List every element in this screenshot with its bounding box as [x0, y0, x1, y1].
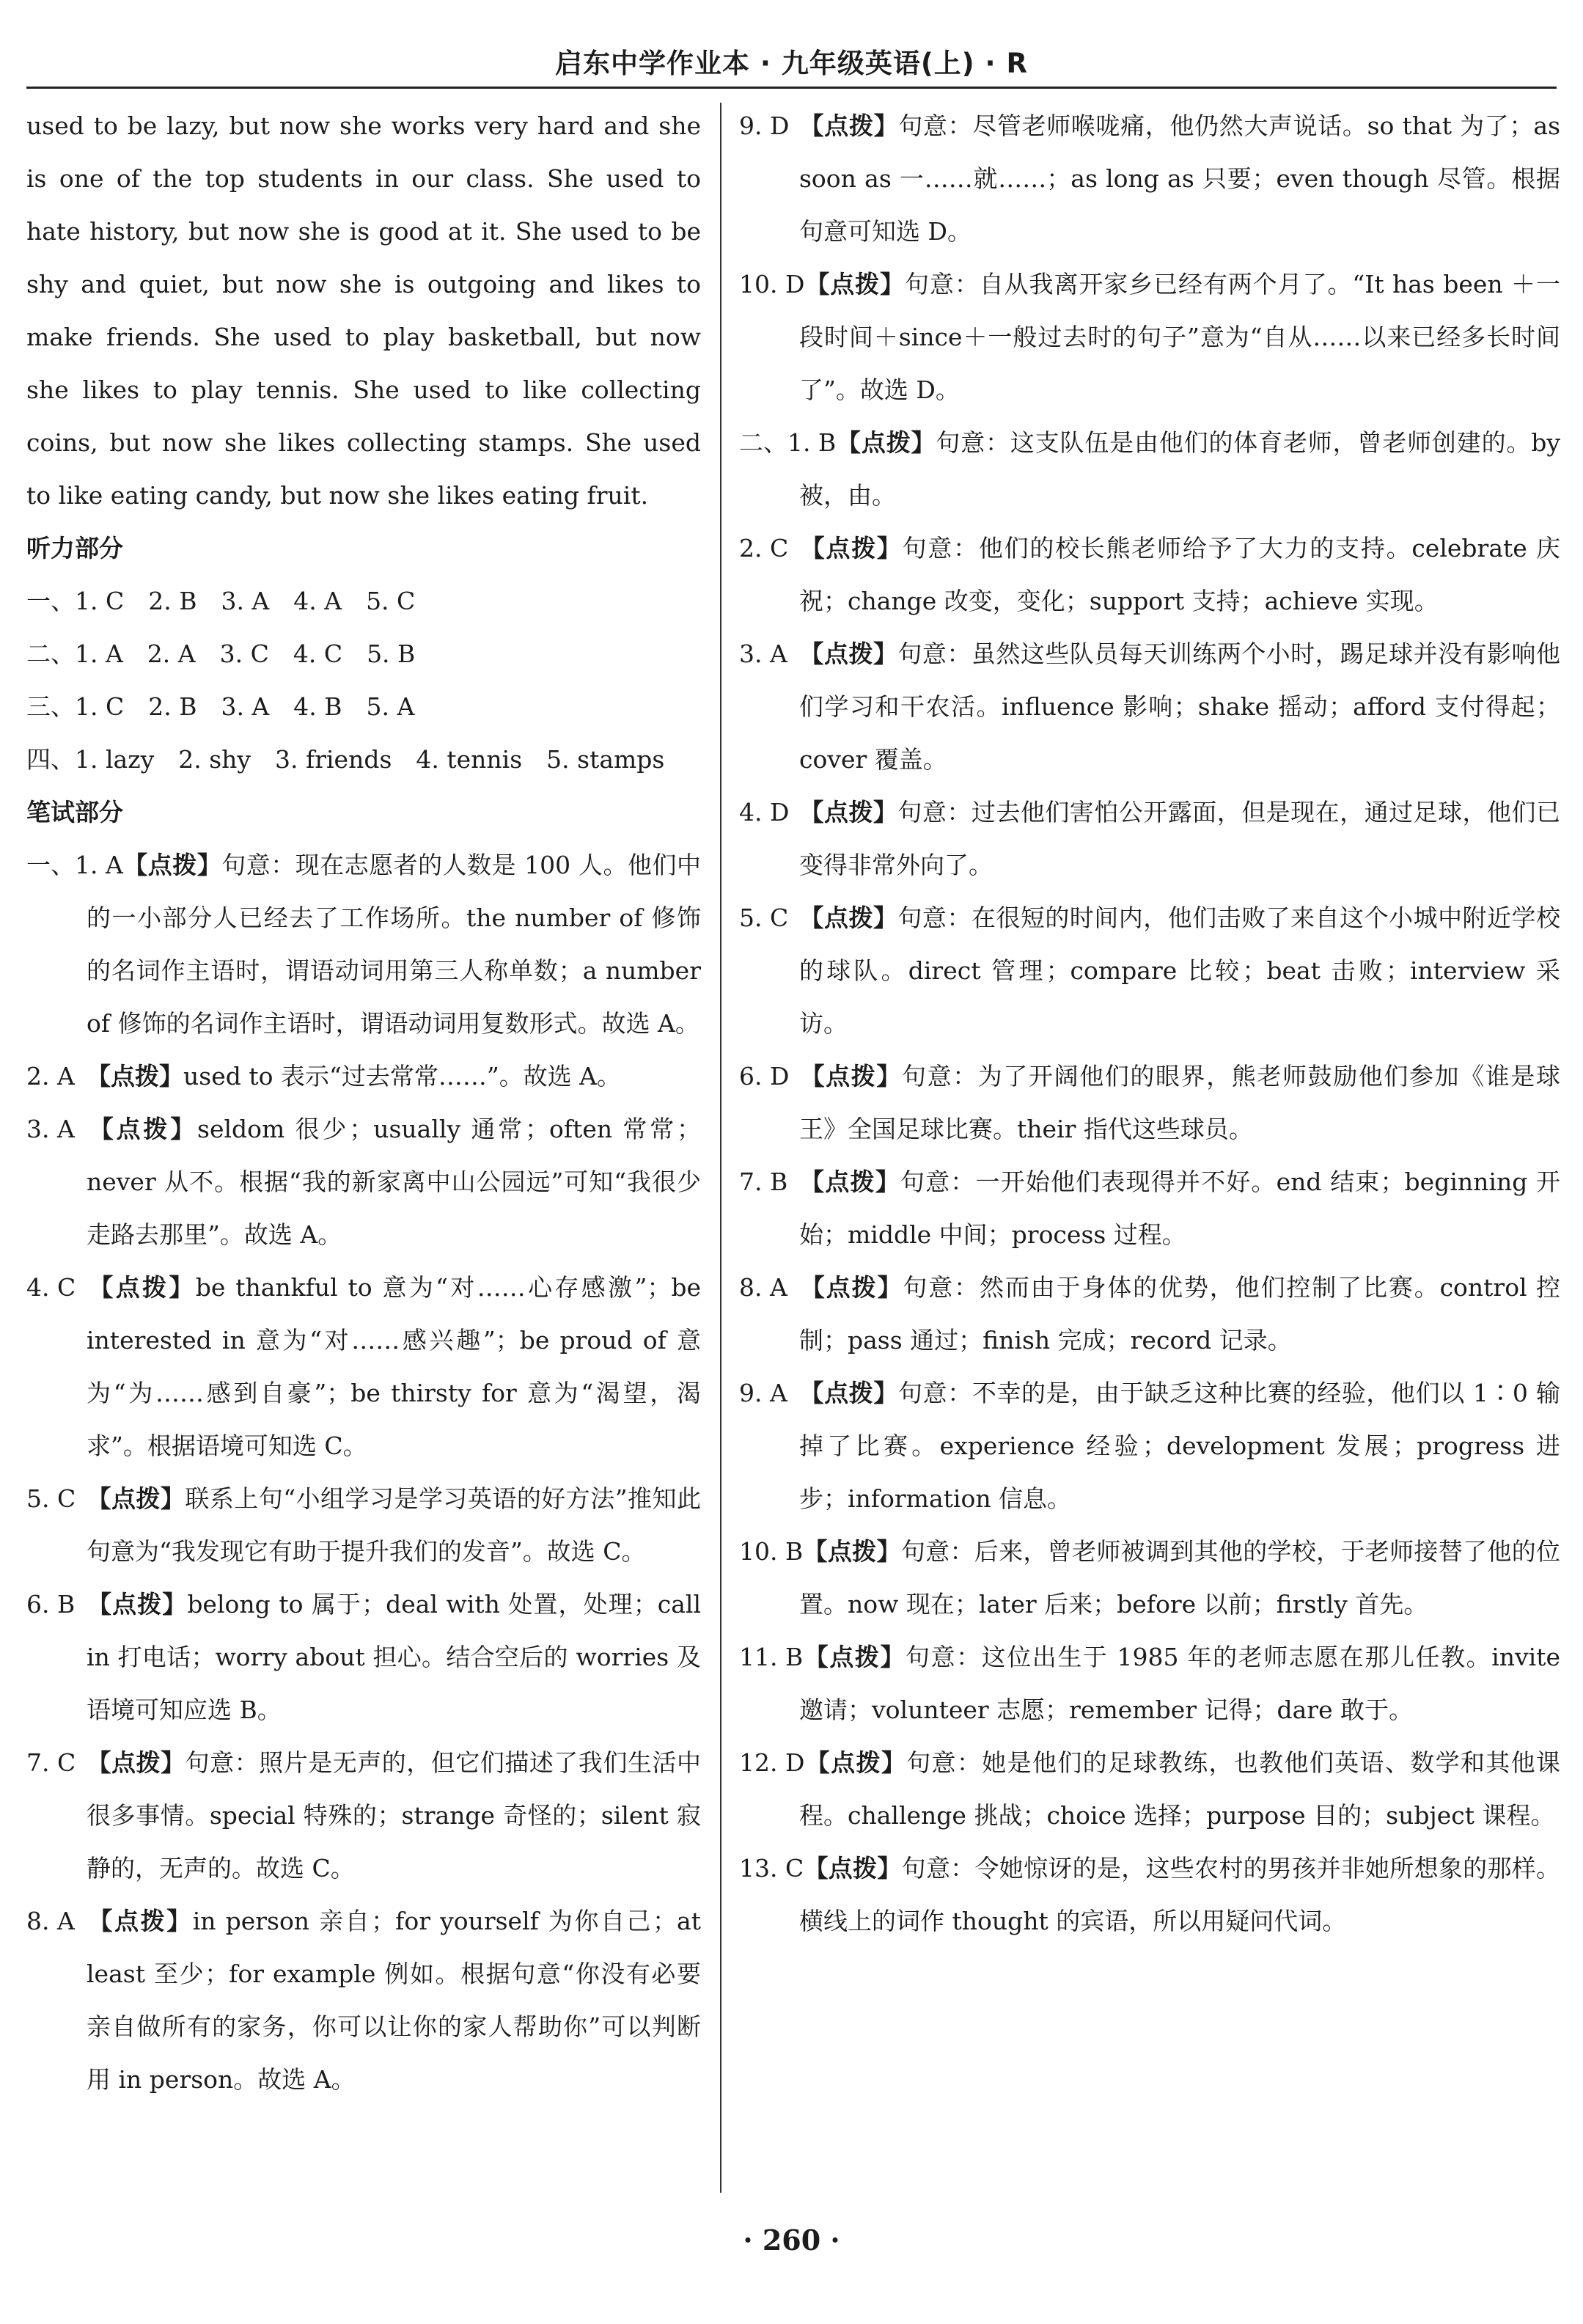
answer-explanation: be thankful to 意为“对……心存感激”；be interested in 意为“对……感兴趣”；be proud of 意为“为……感到自豪”；be thirsty for 意为“渴望，渴求”。根据语境可知选 C。	[87, 1273, 701, 1460]
answer-item	[739, 1367, 1560, 1525]
answer-explanation: 句意：这支队伍是由他们的体育老师，曾老师创建的。by 被，由。	[799, 428, 1560, 510]
right-column	[739, 100, 1560, 1948]
page-header: 启东中学作业本 · 九年级英语(上) · R	[555, 48, 1028, 79]
answer-explanation: belong to 属于；deal with 处置，处理；call in 打电话；worry about 担心。结合空后的 worries 及语境可知应选 B。	[87, 1590, 701, 1724]
answer-item	[739, 522, 1560, 628]
answer-number: 9. A	[739, 1379, 787, 1407]
answer-number: 12. D	[739, 1748, 805, 1777]
page-number: · 260 ·	[743, 2224, 840, 2257]
hint-tag: 【点拨】	[799, 798, 898, 826]
answer-item	[739, 1631, 1560, 1737]
listening-heading: 听力部分	[26, 534, 123, 562]
answer-number: 4. D	[739, 798, 790, 826]
answer-explanation: 句意：自从我离开家乡已经有两个月了。“It has been ＋一段时间＋since＋一般过去时的句子”意为“自从……以来已经多长时间了”。故选 D。	[799, 270, 1561, 404]
hint-tag: 【点拨】	[87, 1115, 198, 1143]
answer-item	[26, 1103, 701, 1261]
answer-item	[739, 892, 1560, 1050]
answer-item	[26, 1895, 701, 2106]
written-heading: 笔试部分	[26, 798, 123, 826]
answer-number: 5. C	[739, 903, 789, 932]
listening-answers-4: 四、1. lazy 2. shy 3. friends 4. tennis 5. stamps	[26, 745, 665, 774]
answer-item	[739, 258, 1560, 417]
answer-item	[739, 1525, 1560, 1631]
answer-item	[26, 839, 701, 1050]
answer-item	[739, 1842, 1560, 1948]
answer-explanation: 句意：后来，曾老师被调到其他的学校，于老师接替了他的位置。now 现在；later 后来；before 以前；firstly 首先。	[799, 1537, 1561, 1619]
answer-number: 9. D	[739, 111, 790, 140]
hint-tag: 【点拨】	[122, 851, 222, 879]
answer-number: 一、1. A	[26, 851, 123, 879]
hint-tag: 【点拨】	[803, 1643, 906, 1671]
answer-item	[739, 1050, 1560, 1156]
passage-continuation: used to be lazy, but now she works very hard and she is one of the top students in our class. She used to hate history, but now she is good at it. She used to be shy and quiet, but now she is outgoing and likes to make friends. She used to play basketball, but now she likes to play tennis. She used to like collecting coins, but now she likes collecting stamps. She used to like eating candy, but now she likes eating fruit.	[26, 111, 701, 510]
listening-answers-2: 二、1. A 2. A 3. C 4. C 5. B	[26, 639, 416, 668]
hint-tag: 【点拨】	[799, 1379, 899, 1407]
answer-item	[739, 786, 1560, 892]
left-column	[26, 100, 701, 2106]
hint-tag: 【点拨】	[799, 111, 899, 140]
hint-tag: 【点拨】	[836, 428, 936, 457]
answer-item	[739, 628, 1560, 786]
hint-tag: 【点拨】	[799, 534, 903, 562]
answer-explanation: 句意：不幸的是，由于缺乏这种比赛的经验，他们以 1∶0 输掉了比赛。experience 经验；development 发展；progress 进步；information 信息。	[799, 1379, 1560, 1513]
listening-answers-1: 一、1. C 2. B 3. A 4. A 5. C	[26, 587, 416, 615]
answer-item	[739, 100, 1560, 258]
answer-item	[739, 1261, 1560, 1367]
answer-number: 8. A	[26, 1907, 75, 1935]
answer-explanation: 句意：令她惊讶的是，这些农村的男孩并非她所想象的那样。横线上的词作 thought 的宾语，所以用疑问代词。	[799, 1854, 1561, 1935]
hint-tag: 【点拨】	[799, 1168, 900, 1196]
hint-tag: 【点拨】	[799, 1062, 902, 1090]
answer-explanation: 句意：在很短的时间内，他们击败了来自这个小城中附近学校的球队。direct 管理；compare 比较；beat 击败；interview 采访。	[799, 903, 1561, 1038]
hint-tag: 【点拨】	[799, 903, 898, 932]
answer-number: 8. A	[739, 1273, 787, 1302]
answer-number: 6. B	[26, 1590, 76, 1619]
hint-tag: 【点拨】	[87, 1062, 183, 1090]
hint-tag: 【点拨】	[87, 1484, 186, 1513]
answer-item	[26, 1737, 701, 1895]
answer-item	[26, 1578, 701, 1737]
hint-tag: 【点拨】	[803, 1537, 901, 1566]
hint-tag: 【点拨】	[87, 1748, 186, 1777]
answer-explanation: 句意：他们的校长熊老师给予了大力的支持。celebrate 庆祝；change 改变，变化；support 支持；achieve 实现。	[799, 534, 1561, 615]
answer-number: 2. A	[26, 1062, 75, 1090]
answer-explanation: 句意：过去他们害怕公开露面，但是现在，通过足球，他们已变得非常外向了。	[799, 798, 1561, 879]
hint-tag: 【点拨】	[799, 639, 898, 668]
column-divider	[720, 103, 721, 2193]
answer-explanation: 句意：照片是无声的，但它们描述了我们生活中很多事情。special 特殊的；strange 奇怪的；silent 寂静的，无声的。故选 C。	[87, 1748, 702, 1883]
answer-number: 10. B	[739, 1537, 804, 1566]
answer-explanation: 句意：然而由于身体的优势，他们控制了比赛。control 控制；pass 通过；finish 完成；record 记录。	[799, 1273, 1560, 1355]
answer-explanation: in person 亲自；for yourself 为你自己；at least 至少；for example 例如。根据句意“你没有必要亲自做所有的家务，你可以让你的家人帮助你”可以判断用 in person。故选 A。	[87, 1907, 701, 2094]
answer-explanation: 句意：为了开阔他们的眼界，熊老师鼓励他们参加《谁是球王》全国足球比赛。their 指代这些球员。	[799, 1062, 1561, 1143]
header-rule	[26, 87, 1557, 89]
answer-number: 11. B	[739, 1643, 804, 1671]
answer-number: 2. C	[739, 534, 789, 562]
answer-explanation: seldom 很少；usually 通常；often 常常；never 从不。根据“我的新家离中山公园远”可知“我很少走路去那里”。故选 A。	[87, 1115, 702, 1249]
answer-item	[739, 1737, 1560, 1842]
answer-number: 7. B	[739, 1168, 788, 1196]
hint-tag: 【点拨】	[87, 1273, 196, 1302]
answer-number: 3. A	[739, 639, 787, 668]
answer-item	[26, 1473, 701, 1578]
answer-item	[739, 1156, 1560, 1261]
answer-number: 10. D	[739, 270, 805, 298]
answer-number: 7. C	[26, 1748, 76, 1777]
answer-number: 5. C	[26, 1484, 76, 1513]
answer-item	[26, 1261, 701, 1473]
answer-number: 6. D	[739, 1062, 790, 1090]
answer-explanation: 句意：她是他们的足球教练，也教他们英语、数学和其他课程。challenge 挑战；choice 选择；purpose 目的；subject 课程。	[799, 1748, 1561, 1830]
answer-explanation: 联系上句“小组学习是学习英语的好方法”推知此句意为“我发现它有助于提升我们的发音”。故选 C。	[87, 1484, 701, 1566]
hint-tag: 【点拨】	[804, 1854, 902, 1883]
hint-tag: 【点拨】	[87, 1590, 188, 1619]
answer-number: 二、1. B	[739, 428, 837, 457]
hint-tag: 【点拨】	[804, 270, 905, 298]
answer-item	[739, 417, 1560, 522]
hint-tag: 【点拨】	[87, 1907, 193, 1935]
hint-tag: 【点拨】	[804, 1748, 907, 1777]
answer-explanation: 句意：现在志愿者的人数是 100 人。他们中的一小部分人已经去了工作场所。the number of 修饰的名词作主语时，谓语动词用第三人称单数；a number of 修饰的名词作主语时，谓语动词用复数形式。故选 A。	[87, 851, 702, 1038]
answer-explanation: 句意：尽管老师喉咙痛，他仍然大声说话。so that 为了；as soon as 一……就……；as long as 只要；even though 尽管。根据句意可知选 D。	[799, 111, 1561, 246]
answer-number: 3. A	[26, 1115, 75, 1143]
answer-explanation: 句意：这位出生于 1985 年的老师志愿在那儿任教。invite 邀请；volunteer 志愿；remember 记得；dare 敢于。	[799, 1643, 1560, 1724]
answer-explanation: 句意：一开始他们表现得并不好。end 结束；beginning 开始；middle 中间；process 过程。	[799, 1168, 1560, 1249]
listening-answers-3: 三、1. C 2. B 3. A 4. B 5. A	[26, 692, 415, 721]
answer-item	[26, 1050, 701, 1103]
answer-explanation: 句意：虽然这些队员每天训练两个小时，踢足球并没有影响他们学习和干农活。influence 影响；shake 摇动；afford 支付得起；cover 覆盖。	[799, 639, 1561, 774]
answer-number: 13. C	[739, 1854, 804, 1883]
answer-explanation: used to 表示“过去常常……”。故选 A。	[183, 1062, 622, 1090]
answer-number: 4. C	[26, 1273, 76, 1302]
hint-tag: 【点拨】	[799, 1273, 903, 1302]
